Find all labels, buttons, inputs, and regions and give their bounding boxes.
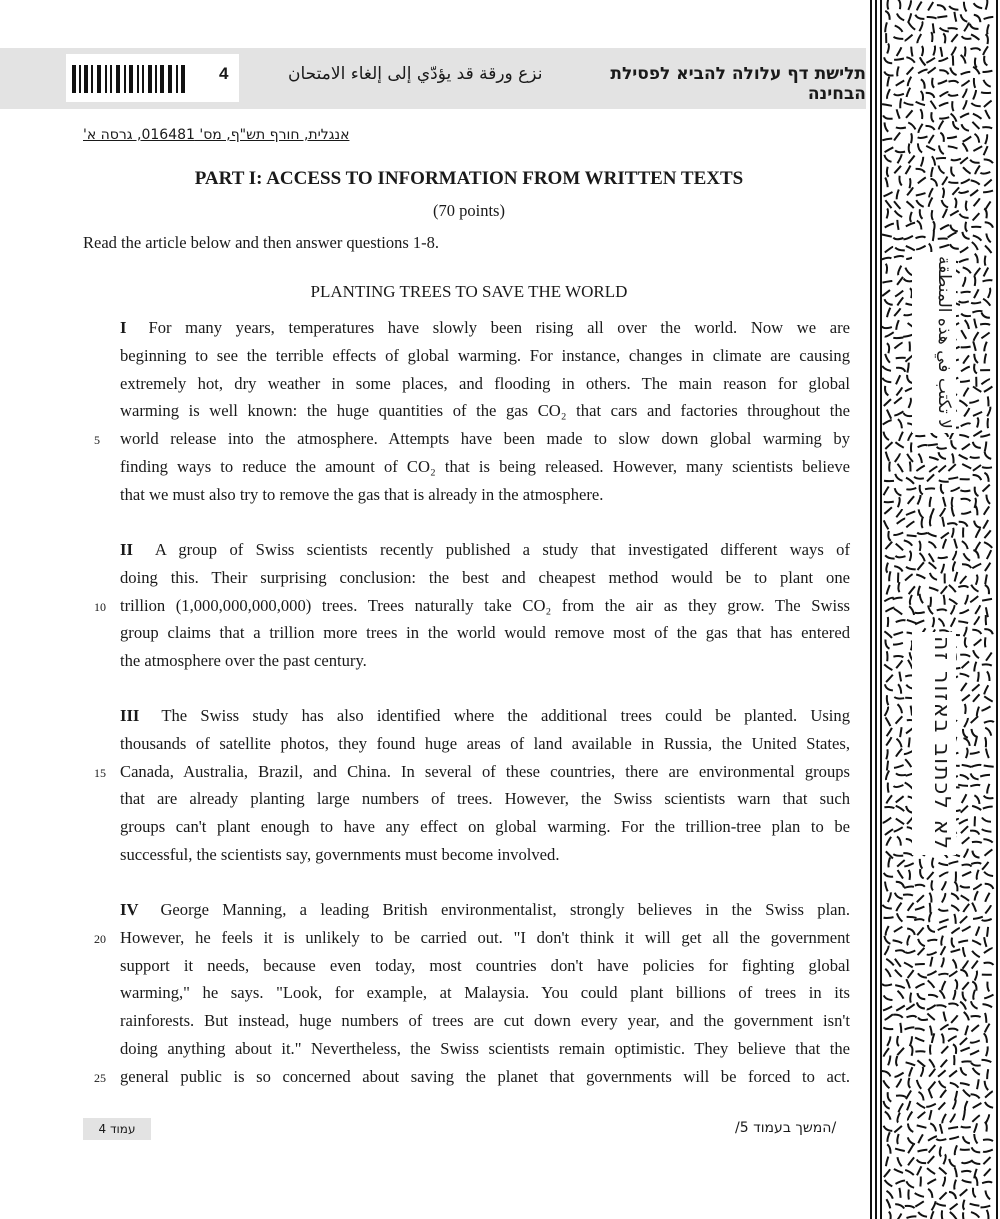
paragraph-line: finding ways to reduce the amount of CO₂ that is being released. However, many scientists believe: [120, 456, 850, 476]
barcode-icon: [72, 65, 190, 93]
paragraph-line: warming," he says. "Look, for example, at Malaysia. You could plant billions of trees in its: [120, 983, 850, 1003]
line-number: 25: [94, 1071, 106, 1085]
article-paragraph-3: [120, 702, 850, 869]
continued-note: /המשך בעמוד 5/: [735, 1120, 837, 1136]
sidebar-notes: [912, 252, 952, 992]
paragraph-line: extremely hot, dry weather in some places, and flooding in others. The main reason for global: [120, 373, 850, 393]
paragraph-line: However, he feels it is unlikely to be carried out. "I don't think it will get all the government: [120, 927, 850, 947]
paragraph-line: general public is so concerned about saving the planet that governments will be forced to act.: [120, 1066, 850, 1086]
paragraph-numeral: IV: [120, 900, 139, 919]
warning-arabic: نزع ورقة قد يؤدّي إلى إلغاء الامتحان: [288, 64, 543, 84]
paragraph-numeral: I: [120, 318, 127, 337]
paragraph-line: I For many years, temperatures have slowly been rising all over the world. Now we are: [120, 318, 850, 337]
page-label: עמוד 4: [83, 1118, 151, 1140]
paragraph-line: that are already planting large numbers of trees. However, the Swiss scientists warn that such: [120, 789, 850, 809]
line-number: 5: [94, 433, 100, 447]
instructions: Read the article below and then answer questions 1-8.: [83, 233, 440, 252]
line-number: 20: [94, 932, 106, 946]
part-title: PART I: ACCESS TO INFORMATION FROM WRITTEN TEXTS: [194, 168, 744, 189]
article-paragraph-4: [120, 896, 850, 1090]
article-paragraph-2: [120, 536, 850, 675]
line-number: 15: [94, 766, 106, 780]
paragraph-line: III The Swiss study has also identified where the additional trees could be planted. Using: [120, 706, 850, 725]
page-number: 4: [219, 64, 229, 83]
paragraph-line: IV George Manning, a leading British environmentalist, strongly believes in the Swiss plan.: [120, 900, 850, 919]
warning-hebrew: תלישת דף עלולה להביא לפסילת הבחינה: [610, 64, 866, 104]
header-bar: [0, 48, 866, 109]
paragraph-line: doing anything about it." Nevertheless, the Swiss scientists remain optimistic. They believe that the: [120, 1038, 850, 1058]
points-label: (70 points): [433, 201, 505, 220]
paragraph-line: successful, the scientists say, governments must become involved.: [120, 844, 560, 864]
article-paragraph-1: [120, 314, 850, 508]
paragraph-line: rainforests. But instead, huge numbers of trees are cut down every year, and the government isn't: [120, 1011, 850, 1030]
paragraph-line: II A group of Swiss scientists recently published a study that investigated different ways of: [120, 540, 850, 559]
paragraph-line: thousands of satellite photos, they found huge areas of land available in Russia, the United States,: [120, 733, 850, 753]
paragraph-line: support it needs, because even today, most countries don't have policies for fighting global: [120, 955, 850, 975]
paragraph-line: beginning to see the terrible effects of global warming. For instance, changes in climate are causing: [120, 345, 850, 365]
paragraph-line: doing this. Their surprising conclusion: the best and cheapest method would be to plant one: [120, 567, 850, 587]
sidebar-note-arabic: لا تكتب في هذه المنطقة: [912, 252, 956, 433]
paragraph-line: trillion (1,000,000,000,000) trees. Trees naturally take CO₂ from the air as they grow. The Swiss: [120, 595, 850, 615]
paragraph-numeral: III: [120, 706, 140, 725]
barcode-box: [66, 54, 239, 102]
paragraph-numeral: II: [120, 540, 133, 559]
sidebar-note-hebrew: לא לכתוב באזור זה: [912, 632, 956, 855]
paragraph-line: warming is well known: the huge quantities of the gas CO₂ that cars and factories throughout the: [120, 401, 850, 421]
paragraph-line: group claims that a trillion more trees in the world would remove most of the gas that has entered: [120, 623, 850, 643]
paragraph-line: Canada, Australia, Brazil, and China. In several of these countries, there are environmental groups: [120, 761, 850, 781]
paragraph-line: the atmosphere over the past century.: [120, 651, 367, 670]
paragraph-line: that we must also try to remove the gas that is already in the atmosphere.: [120, 484, 604, 504]
paragraph-line: world release into the atmosphere. Attempts have been made to slow down global warming by: [120, 429, 850, 448]
exam-subject-line: אנגלית, חורף תש"ף, מס' 016481, גרסה א': [83, 127, 350, 143]
paragraph-line: groups can't plant enough to have any effect on global warming. For the trillion-tree plan to be: [120, 817, 850, 836]
line-number: 10: [94, 600, 106, 614]
article-title: PLANTING TREES TO SAVE THE WORLD: [310, 282, 628, 301]
